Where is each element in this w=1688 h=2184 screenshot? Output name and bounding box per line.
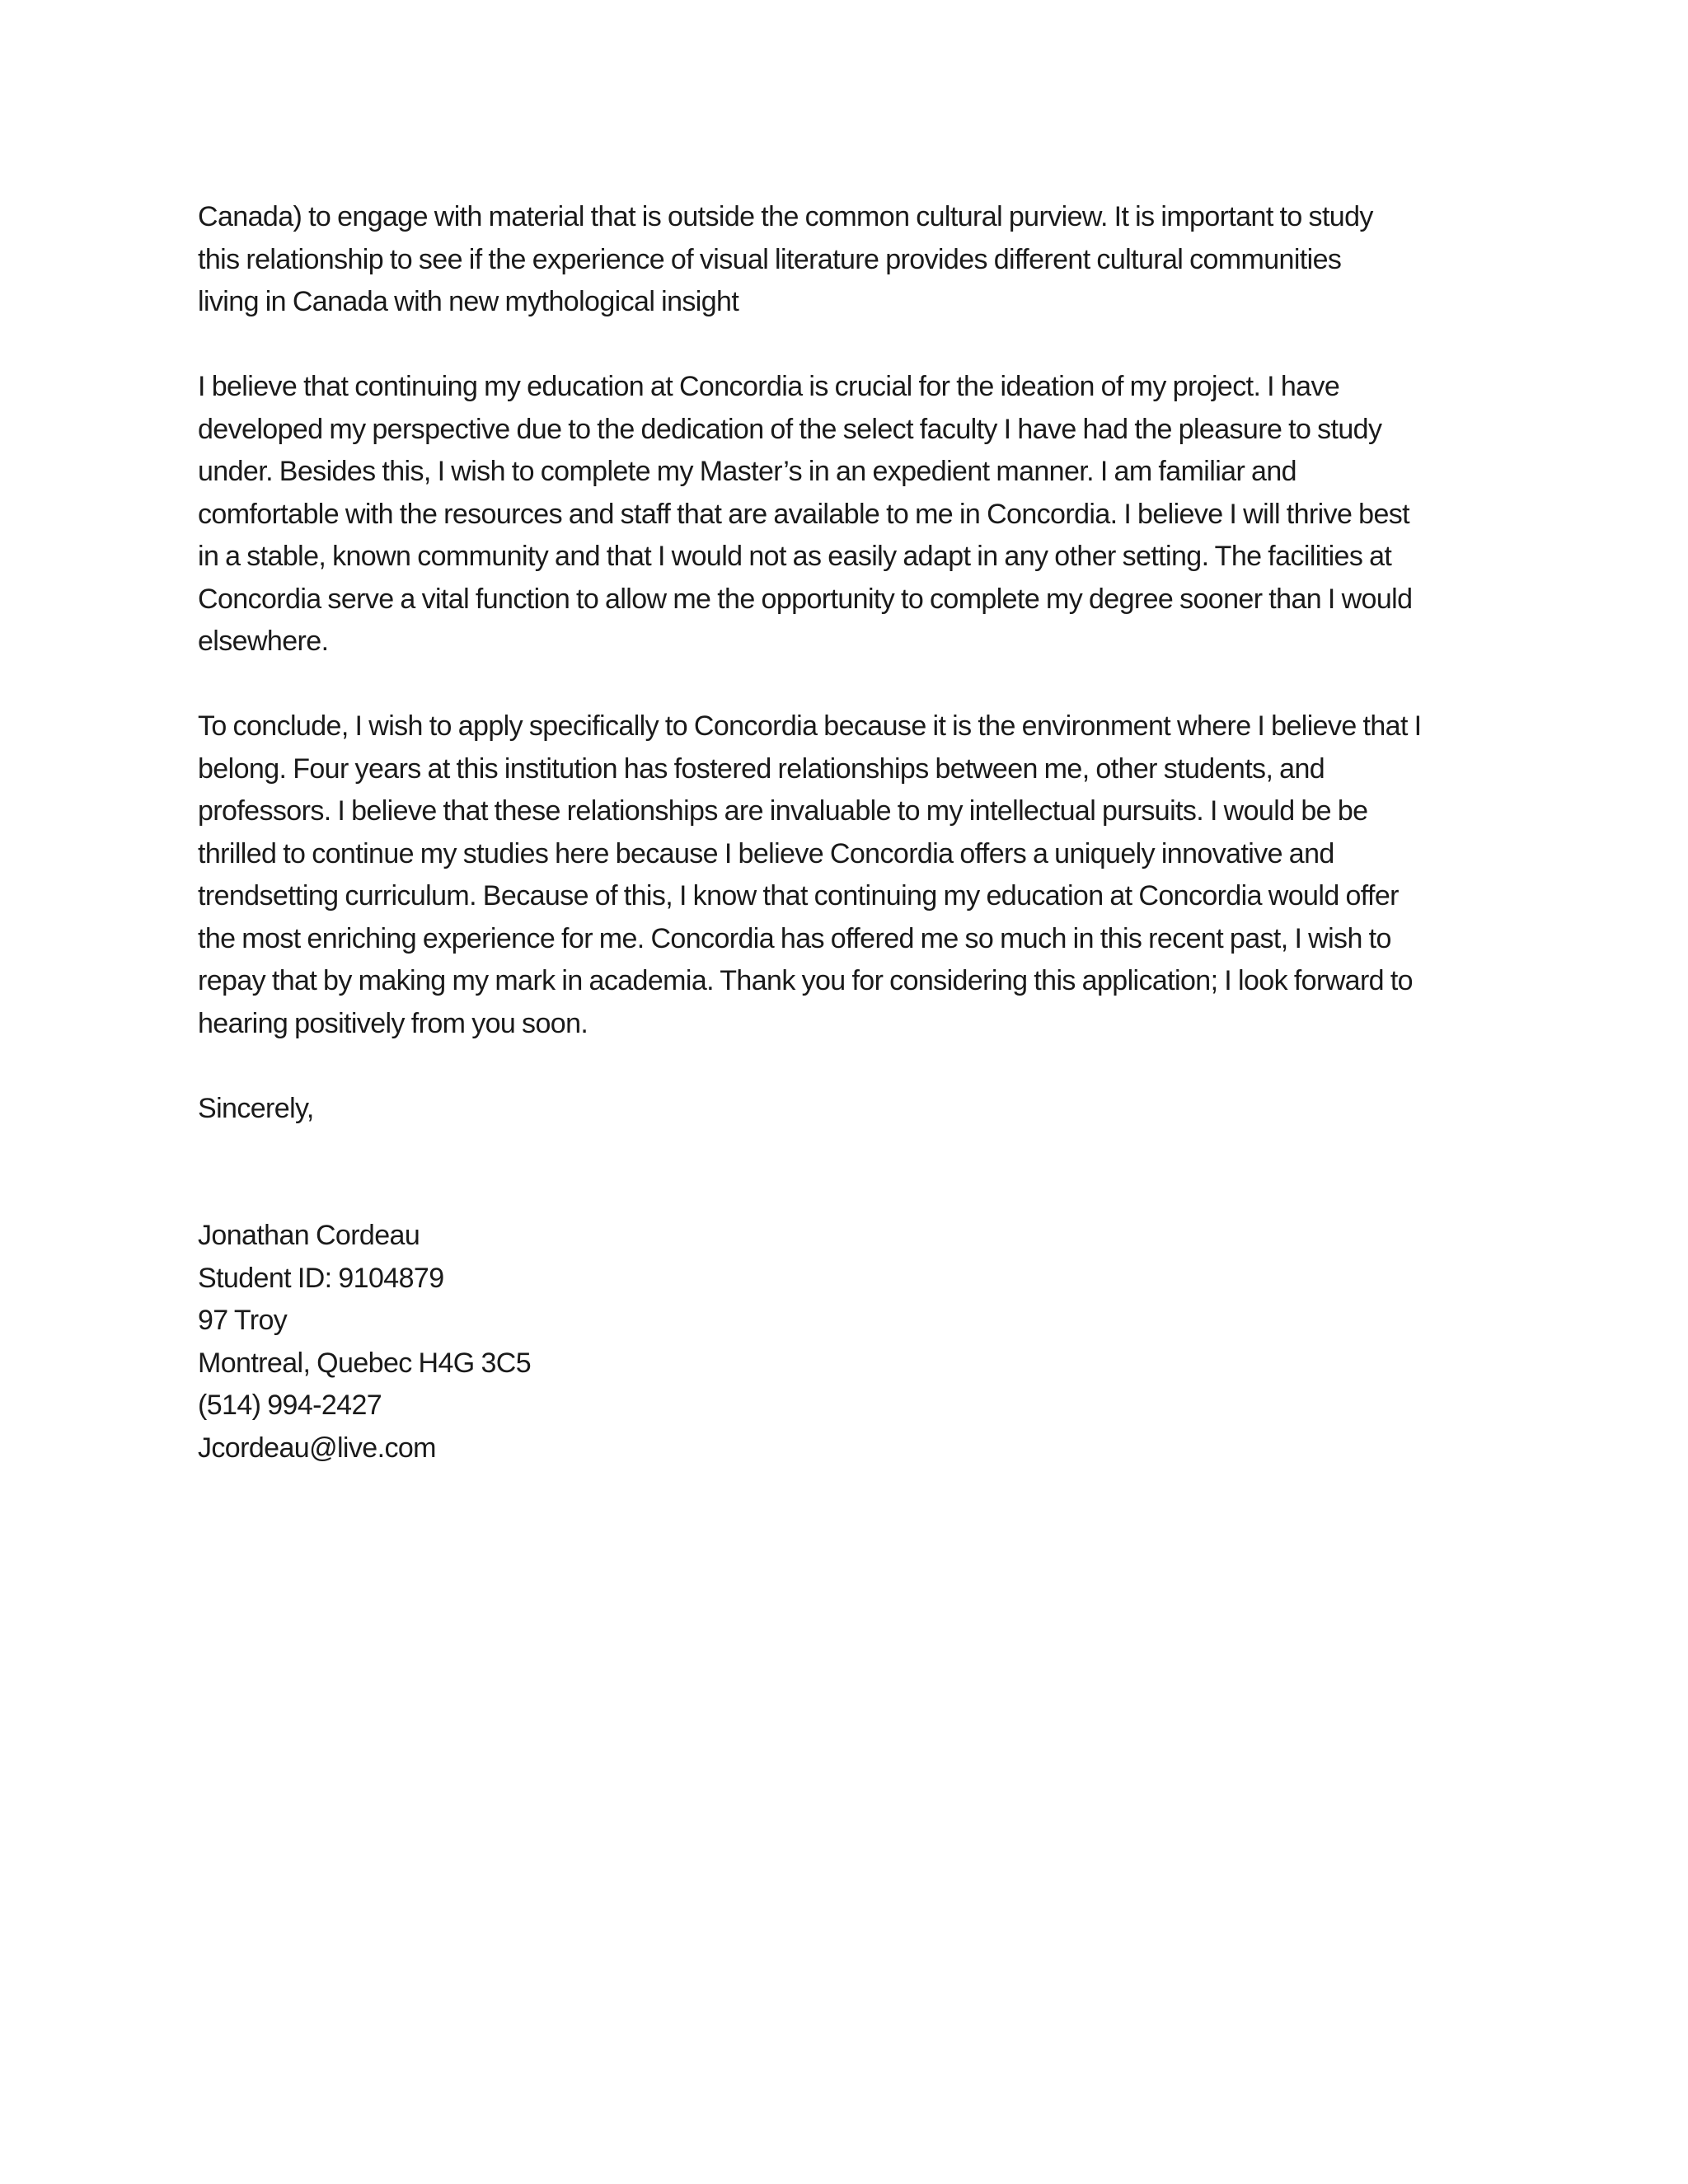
paragraph-line: I believe that continuing my education at Concordia is crucial for the ideation of my project. I have <box>198 371 1340 402</box>
paragraph-line: thrilled to continue my studies here because I believe Concordia offers a uniquely innovative and <box>198 837 1334 869</box>
email-address: Jcordeau@live.com <box>198 1432 436 1464</box>
paragraph-line: repay that by making my mark in academia. Thank you for considering this application; I look forward to <box>198 965 1413 996</box>
paragraph-line: Canada) to engage with material that is outside the common cultural purview. It is important to study <box>198 201 1373 232</box>
paragraph-line: under. Besides this, I wish to complete my Master’s in an expedient manner. I am familiar and <box>198 456 1296 487</box>
paragraph-line: comfortable with the resources and staff that are available to me in Concordia. I believe I will thrive best <box>198 498 1410 530</box>
letter-body <box>198 196 1500 1469</box>
city-address: Montreal, Quebec H4G 3C5 <box>198 1347 532 1379</box>
student-id: Student ID: 9104879 <box>198 1262 444 1294</box>
paragraph-line: Concordia serve a vital function to allow me the opportunity to complete my degree sooner than I would <box>198 583 1413 615</box>
signature-block <box>198 1215 1500 1469</box>
phone-number: (514) 994-2427 <box>198 1390 382 1421</box>
signature-space <box>198 1130 1500 1215</box>
paragraph-line: professors. I believe that these relationships are invaluable to my intellectual pursuits. I would be be <box>198 795 1368 827</box>
paragraph-line: elsewhere. <box>198 626 329 657</box>
closing-salutation: Sincerely, <box>198 1092 314 1124</box>
paragraph-2 <box>198 366 1500 663</box>
paragraph-line: in a stable, known community and that I would not as easily adapt in any other setting. The facilities at <box>198 541 1392 572</box>
paragraph-line: this relationship to see if the experience of visual literature provides different cultural communities <box>198 243 1342 275</box>
paragraph-line: To conclude, I wish to apply specifically to Concordia because it is the environment where I believe that I <box>198 710 1422 742</box>
street-address: 97 Troy <box>198 1305 288 1336</box>
paragraph-1 <box>198 196 1500 324</box>
paragraph-line: belong. Four years at this institution has fostered relationships between me, other students, and <box>198 752 1325 785</box>
paragraph-line: hearing positively from you soon. <box>198 1007 588 1039</box>
paragraph-line: developed my perspective due to the dedication of the select faculty I have had the pleasure to study <box>198 413 1382 445</box>
paragraph-line: the most enriching experience for me. Concordia has offered me so much in this recent past, I wish to <box>198 922 1391 954</box>
paragraph-line: living in Canada with new mythological insight <box>198 286 739 317</box>
paragraph-line: trendsetting curriculum. Because of this, I know that continuing my education at Concordia would offer <box>198 880 1399 912</box>
paragraph-3 <box>198 705 1500 1045</box>
sender-name: Jonathan Cordeau <box>198 1220 420 1251</box>
